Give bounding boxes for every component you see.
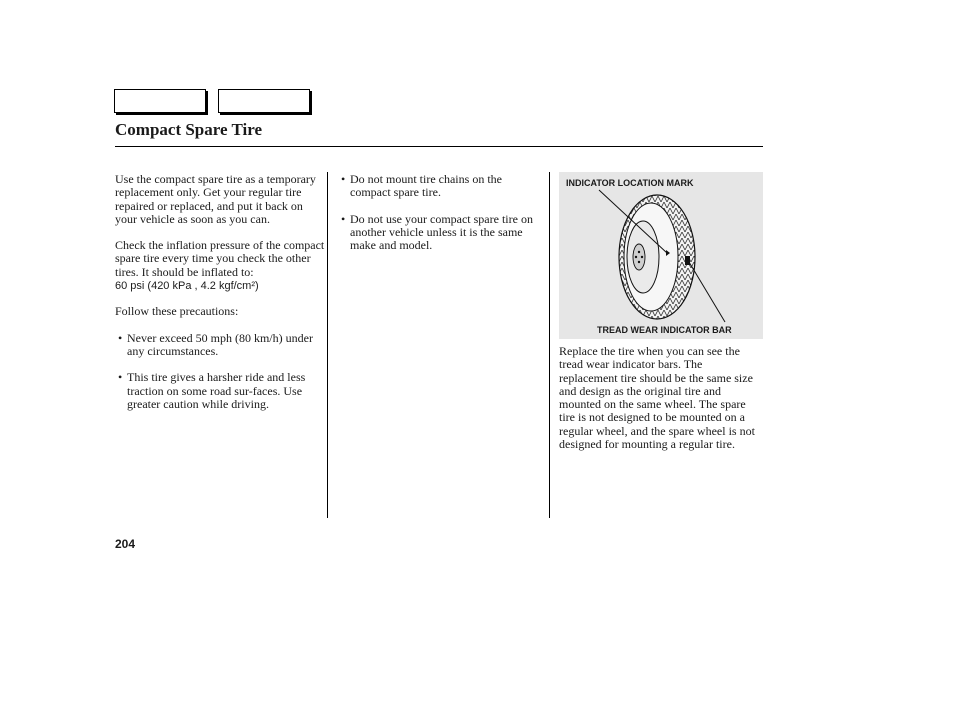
bullet-other-vehicle: • Do not use your compact spare tire on another vehicle unless it is the same make and model. bbox=[338, 213, 538, 253]
column-1 bbox=[115, 173, 325, 411]
tire-illustration bbox=[559, 172, 763, 339]
indicator-location-mark-label: INDICATOR LOCATION MARK bbox=[566, 178, 694, 188]
paragraph-temporary-use: Use the compact spare tire as a temporary replacement only. Get your regular tire repaired or replaced, and put it back on your vehicle as soon as you can. bbox=[115, 172, 316, 226]
column-3 bbox=[559, 345, 763, 451]
tire-drawing bbox=[559, 172, 763, 339]
tread-wear-leader bbox=[689, 262, 725, 322]
wheel-hub bbox=[633, 244, 645, 270]
paragraph-precautions: Follow these precautions: bbox=[115, 304, 239, 319]
title-rule bbox=[115, 146, 763, 147]
bullet-speed-limit: • Never exceed 50 mph (80 km/h) under any circumstances. bbox=[115, 332, 325, 359]
tread-wear-indicator-bar-label: TREAD WEAR INDICATOR BAR bbox=[597, 325, 732, 335]
nav-tab-button-1[interactable] bbox=[114, 89, 206, 113]
page-number: 204 bbox=[115, 537, 136, 551]
paragraph-replace-tire: Replace the tire when you can see the tread wear indicator bars. The replacement tire should be the same size and design as the original tire and mounted on the same wheel. The spare tire is not designed to be mounted on a regular wheel, and the spare wheel is not designed for mounting a regular tire. bbox=[559, 344, 755, 452]
column-divider-2 bbox=[549, 172, 550, 518]
column-divider-1 bbox=[327, 172, 328, 518]
bullet-tire-chains: • Do not mount tire chains on the compact spare tire. bbox=[338, 173, 538, 200]
column-2 bbox=[338, 173, 538, 252]
page-title: Compact Spare Tire bbox=[115, 120, 263, 139]
inflation-pressure-value: 60 psi (420 kPa , 4.2 kgf/cm²) bbox=[115, 280, 259, 293]
nav-tab-button-2[interactable] bbox=[218, 89, 310, 113]
bullet-harsher-ride: • This tire gives a harsher ride and less traction on some road sur-faces. Use greater caution while driving. bbox=[115, 371, 325, 411]
paragraph-inflation: Check the inflation pressure of the compact spare tire every time you check the other tires. It should be inflated to: bbox=[115, 238, 325, 279]
